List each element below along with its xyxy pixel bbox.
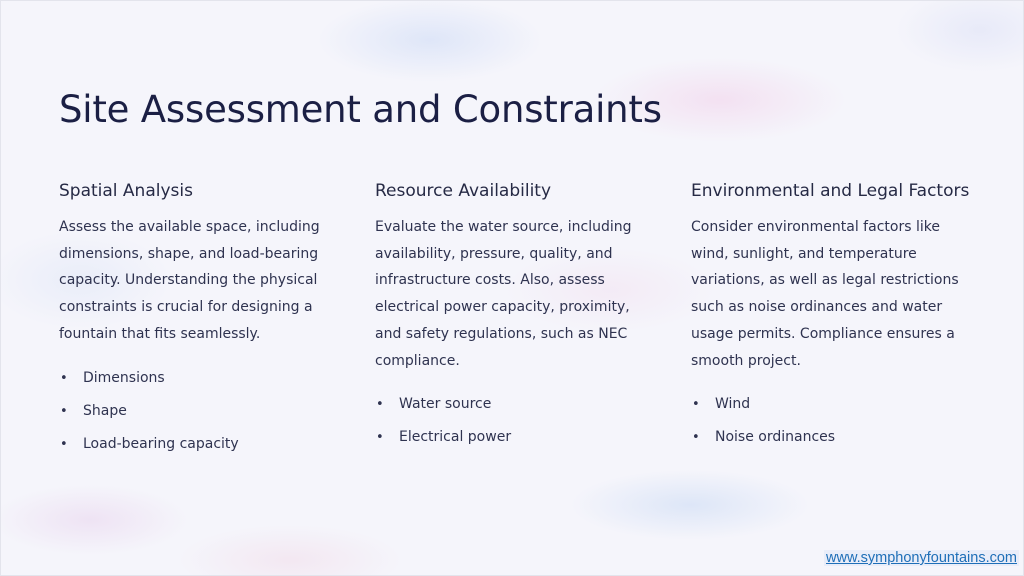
list-item bbox=[59, 428, 334, 461]
list-item-label: Wind bbox=[715, 396, 751, 413]
column-heading: Environmental and Legal Factors bbox=[691, 181, 970, 201]
list-item bbox=[375, 388, 650, 421]
bullet-list bbox=[59, 362, 334, 461]
list-item-label: Load-bearing capacity bbox=[83, 435, 239, 452]
list-item-label: Shape bbox=[83, 402, 127, 419]
column-body: Consider environmental factors like wind, sunlight, and temperature variations, as well as legal restrictions such as noise ordinances and water usage permits. Compliance ensures a smooth project. bbox=[691, 219, 959, 369]
column-heading: Resource Availability bbox=[375, 181, 552, 201]
list-item-label: Noise ordinances bbox=[715, 429, 836, 446]
list-item bbox=[691, 421, 976, 454]
column-environmental-legal bbox=[691, 179, 976, 454]
list-item-label: Water source bbox=[399, 396, 492, 413]
column-spatial-analysis bbox=[59, 179, 334, 461]
bullet-icon: • bbox=[60, 436, 68, 452]
bullet-icon: • bbox=[60, 370, 68, 386]
list-item bbox=[59, 395, 334, 428]
list-item bbox=[691, 388, 976, 421]
column-resource-availability bbox=[375, 179, 650, 454]
column-body: Evaluate the water source, including availability, pressure, quality, and infrastructure costs. Also, assess electrical power capacity, proximity, and safety regulations, such as NEC compliance. bbox=[375, 219, 632, 369]
bullet-list bbox=[691, 388, 976, 454]
bullet-icon: • bbox=[692, 397, 700, 413]
slide-title: Site Assessment and Constraints bbox=[59, 88, 662, 131]
list-item-label: Electrical power bbox=[399, 429, 512, 446]
bullet-list bbox=[375, 388, 650, 454]
list-item bbox=[375, 421, 650, 454]
list-item bbox=[59, 362, 334, 395]
bullet-icon: • bbox=[376, 397, 384, 413]
bullet-icon: • bbox=[60, 403, 68, 419]
column-body: Assess the available space, including dimensions, shape, and load-bearing capacity. Understanding the physical constraints is crucial for designing a fountain that fits seamlessly. bbox=[59, 219, 320, 342]
column-heading: Spatial Analysis bbox=[59, 181, 193, 201]
bullet-icon: • bbox=[692, 430, 700, 446]
list-item-label: Dimensions bbox=[83, 369, 165, 386]
bullet-icon: • bbox=[376, 430, 384, 446]
website-link[interactable]: www.symphonyfountains.com bbox=[826, 550, 1017, 566]
